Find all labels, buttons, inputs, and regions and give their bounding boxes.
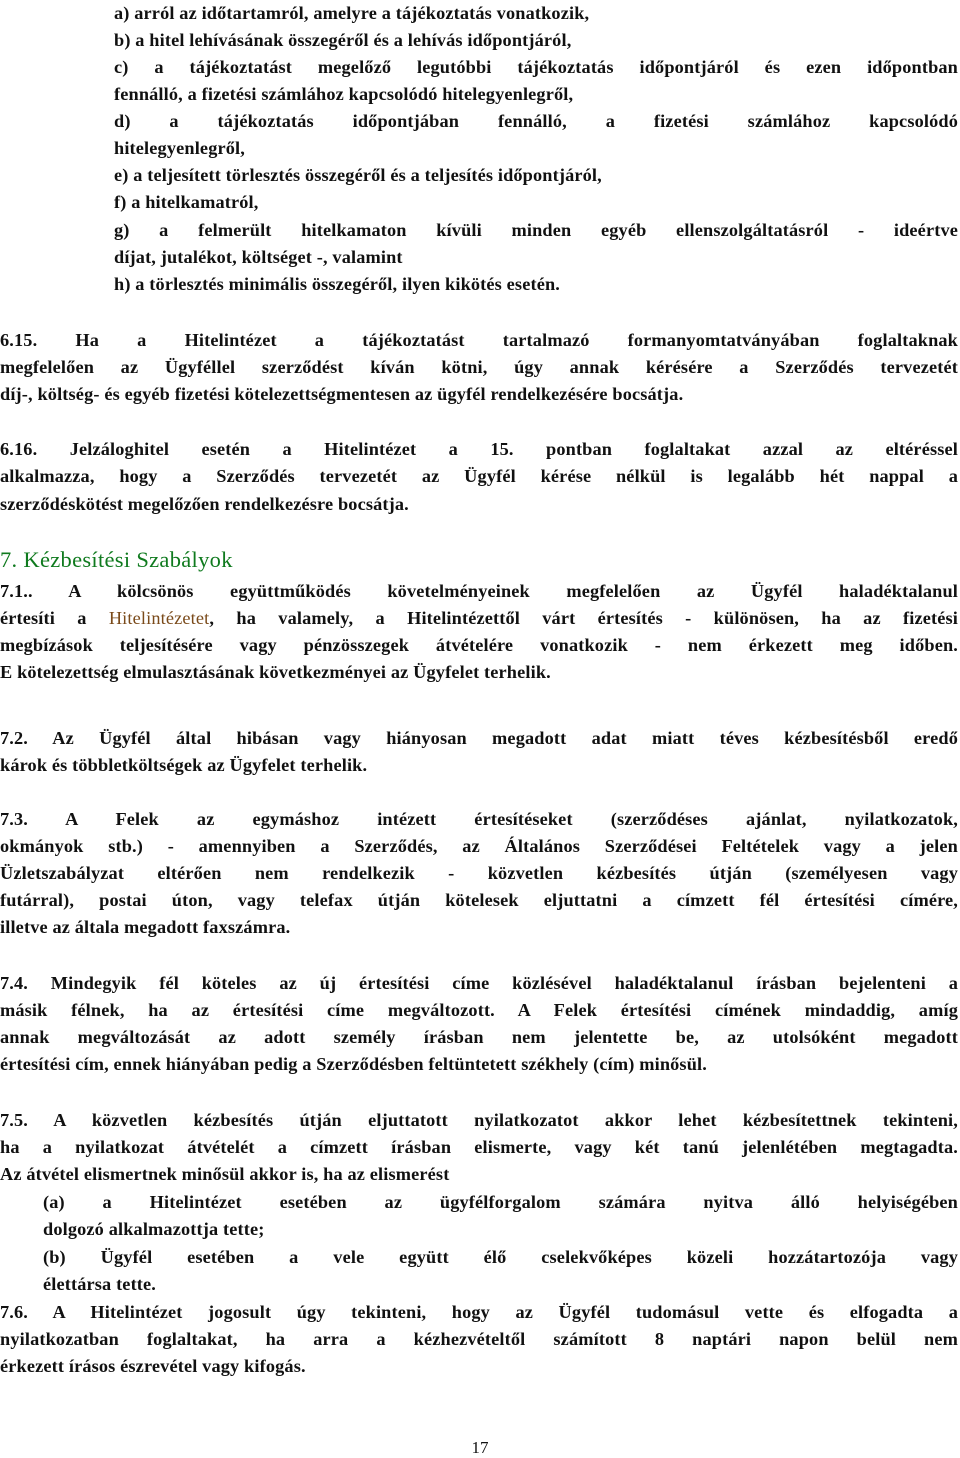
paragraph-7-5-line: 7.5. A közvetlen kézbesítés útján eljuttatott nyilatkozatot akkor lehet kézbesítettnek tekinteni, bbox=[0, 1110, 958, 1130]
sub-item-b-cont: élettársa tette. bbox=[43, 1274, 157, 1294]
paragraph-7-2-line: károk és többletköltségek az Ügyfelet terhelik. bbox=[0, 755, 368, 775]
list-item-e: e) a teljesített törlesztés összegéről és a teljesítés időpontjáról, bbox=[114, 165, 602, 185]
list-item-c-cont: fennálló, a fizetési számlához kapcsolódó hitelegyenlegről, bbox=[114, 84, 574, 104]
sub-item-b: (b) Ügyfél esetében a vele együtt élő cselekvőképes közeli hozzátartozója vagy bbox=[43, 1247, 958, 1267]
page-number: 17 bbox=[471, 1438, 489, 1457]
highlighted-word: Hitelintézetet bbox=[108, 608, 210, 628]
list-item-d: d) a tájékoztatás időpontjában fennálló, a fizetési számlához kapcsolódó bbox=[114, 111, 958, 131]
paragraph-7-5-line: Az átvétel elismertnek minősül akkor is, ha az elismerést bbox=[0, 1164, 450, 1184]
list-item-g-cont: díjat, jutalékot, költséget -, valamint bbox=[114, 247, 403, 267]
paragraph-7-1-line: E kötelezettség elmulasztásának következményei az Ügyfelet terhelik. bbox=[0, 662, 551, 682]
paragraph-7-3-line: futárral), postai úton, vagy telefax útján kötelesek eljuttatni a címzett fél értesítési címére, bbox=[0, 890, 958, 910]
list-item-c: c) a tájékoztatást megelőző legutóbbi tájékoztatás időpontjáról és ezen időpontban bbox=[114, 57, 958, 77]
paragraph-7-4-line: 7.4. Mindegyik fél köteles az új értesítési címe közlésével haladéktalanul írásban bejelenteni a bbox=[0, 973, 958, 993]
list-item-f: f) a hitelkamatról, bbox=[114, 192, 259, 212]
paragraph-7-1-line: megbízások teljesítésére vagy pénzösszegek átvételére vonatkozik - nem érkezett meg időben. bbox=[0, 635, 958, 655]
paragraph-7-1-line bbox=[0, 607, 958, 629]
sub-item-a: (a) a Hitelintézet esetében az ügyfélforgalom számára nyitva álló helyiségében bbox=[43, 1192, 958, 1212]
list-item-d-cont: hitelegyenlegről, bbox=[114, 138, 245, 158]
list-item-h: h) a törlesztés minimális összegéről, ilyen kikötés esetén. bbox=[114, 274, 561, 294]
paragraph-7-3-line: 7.3. A Felek az egymáshoz intézett értesítéseket (szerződéses ajánlat, nyilatkozatok, bbox=[0, 809, 958, 829]
section-heading: 7. Kézbesítési Szabályok bbox=[0, 547, 233, 572]
paragraph-7-3-line: illetve az általa megadott faxszámra. bbox=[0, 917, 291, 937]
paragraph-7-3-line: Üzletszabályzat eltérően nem rendelkezik - közvetlen kézbesítés útján (személyesen vagy bbox=[0, 863, 958, 883]
paragraph-6-15-line: megfelelően az Ügyféllel szerződést kíván kötni, úgy annak kérésére a Szerződés tervezetét bbox=[0, 357, 958, 377]
paragraph-7-1-text: értesíti a bbox=[0, 608, 109, 628]
list-item-b: b) a hitel lehívásának összegéről és a lehívás időpontjáról, bbox=[114, 30, 572, 50]
paragraph-7-5-line: ha a nyilatkozat átvételét a címzett írásban elismerte, vagy két tanú jelenlétében megtagadta. bbox=[0, 1137, 958, 1157]
paragraph-7-3-line: okmányok stb.) - amennyiben a Szerződés, az Általános Szerződései Feltételek vagy a jelen bbox=[0, 836, 958, 856]
paragraph-6-16-line: szerződéskötést megelőzően rendelkezésre bocsátja. bbox=[0, 494, 409, 514]
list-item-a: a) arról az időtartamról, amelyre a tájékoztatás vonatkozik, bbox=[114, 3, 590, 23]
paragraph-7-4-line: másik félnek, ha az értesítési címe megváltozott. A Felek értesítési címének mindaddig, amíg bbox=[0, 1000, 958, 1020]
paragraph-7-2-line: 7.2. Az Ügyfél által hibásan vagy hiányosan megadott adat miatt téves kézbesítésből eredő bbox=[0, 728, 958, 748]
paragraph-7-1-line: 7.1.. A kölcsönös együttműködés követelményeinek megfelelően az Ügyfél haladéktalanul bbox=[0, 581, 958, 601]
paragraph-7-6-line: 7.6. A Hitelintézet jogosult úgy tekinteni, hogy az Ügyfél tudomásul vette és elfogadta a bbox=[0, 1302, 958, 1322]
list-item-g: g) a felmerült hitelkamaton kívüli minden egyéb ellenszolgáltatásról - ideértve bbox=[114, 220, 958, 240]
paragraph-7-4-line: annak megváltozását az adott személy írásban nem jelentette be, az utolsóként megadott bbox=[0, 1027, 958, 1047]
paragraph-6-15-line: díj-, költség- és egyéb fizetési kötelezettségmentesen az ügyfél rendelkezésére bocsátja. bbox=[0, 384, 684, 404]
paragraph-7-1-text: , ha valamely, a Hitelintézettől várt értesítés - különösen, ha az fizetési bbox=[209, 608, 958, 628]
paragraph-6-16-line: alkalmazza, hogy a Szerződés tervezetét az Ügyfél kérése nélkül is legalább hét nappal a bbox=[0, 466, 958, 486]
paragraph-7-6-line: nyilatkozatban foglaltakat, ha arra a kézhezvételtől számított 8 naptári napon belül nem bbox=[0, 1329, 958, 1349]
paragraph-7-4-line: értesítési cím, ennek hiányában pedig a Szerződésben feltüntetett székhely (cím) minősül. bbox=[0, 1054, 707, 1074]
paragraph-6-15-line: 6.15. Ha a Hitelintézet a tájékoztatást tartalmazó formanyomtatványában foglaltaknak bbox=[0, 330, 958, 350]
paragraph-7-6-line: érkezett írásos észrevétel vagy kifogás. bbox=[0, 1356, 306, 1376]
sub-item-a-cont: dolgozó alkalmazottja tette; bbox=[43, 1219, 265, 1239]
paragraph-6-16-line: 6.16. Jelzáloghitel esetén a Hitelintézet a 15. pontban foglaltakat azzal az eltéréssel bbox=[0, 439, 958, 459]
